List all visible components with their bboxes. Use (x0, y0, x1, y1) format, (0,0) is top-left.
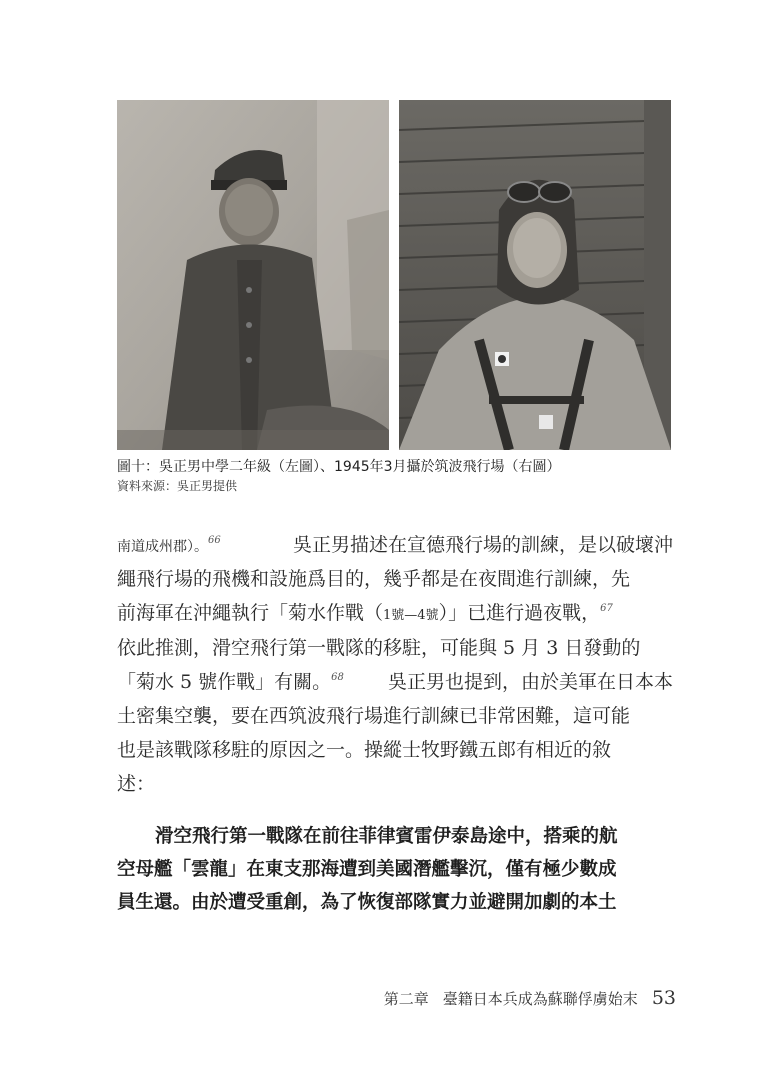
body-line (117, 528, 673, 562)
footer-chapter: 第二章 (383, 990, 429, 1008)
footnote-66[interactable]: 66 (208, 535, 221, 546)
body-paragraph (117, 528, 673, 802)
body-text-segment: 吳正男描述在宣德飛行場的訓練，是以破壞沖 (292, 534, 673, 556)
body-line (117, 733, 673, 767)
body-text-segment: 土密集空襲，要在西筑波飛行場進行訓練已非常困難，這可能 (117, 704, 631, 727)
photo-student-image (117, 100, 389, 450)
body-text-segment: 吳正男也提到，由於美軍在日本本 (387, 670, 673, 693)
footnote-68[interactable]: 68 (331, 671, 344, 683)
quote-line: 空母艦「雲龍」在東支那海遭到美國潛艦擊沉，僅有極少數成 (117, 859, 617, 880)
body-text-segment: 也是該戰隊移駐的原因之一。操縱士牧野鐵五郎有相近的敘 (117, 739, 612, 762)
body-text-segment: 「菊水 5 號作戰」有關。 (117, 670, 332, 693)
figure-source: 資料來源：吳正男提供 (117, 479, 238, 493)
body-line (117, 665, 673, 699)
body-text-segment: ）」已進行過夜戰， (438, 602, 601, 625)
body-line (117, 767, 673, 801)
footer-title: 臺籍日本兵成為蘇聯俘虜始末 (442, 990, 638, 1008)
photo-pilot-image (399, 100, 671, 450)
figure-caption: 圖十：吳正男中學二年級（左圖）、1945年3月攝於筑波飛行場（右圖） (117, 459, 561, 475)
quote-line: 員生還。由於遭受重創，為了恢復部隊實力並避開加劇的本土 (117, 892, 617, 913)
page-footer (384, 987, 676, 1011)
block-quote (117, 820, 673, 919)
body-line (117, 562, 673, 596)
photo-student-uniform (117, 100, 389, 450)
body-text-segment: 述： (117, 773, 156, 796)
body-text-segment: 1號—4號 (383, 608, 439, 624)
body-text-segment: 南道成州郡）。 (117, 539, 208, 555)
quote-line: 滑空飛行第一戰隊在前往菲律賓雷伊泰島途中，搭乘的航 (155, 826, 618, 847)
page-number: 53 (651, 987, 676, 1009)
body-line (117, 596, 673, 630)
body-text-segment: 依此推測，滑空飛行第一戰隊的移駐，可能與 5 月 3 日發動的 (117, 636, 641, 659)
footnote-67[interactable]: 67 (600, 603, 613, 615)
photo-pilot-flight-gear (399, 100, 671, 450)
body-line (117, 631, 673, 665)
body-line (117, 699, 673, 733)
body-text-segment: 前海軍在沖繩執行「菊水作戰（ (117, 602, 384, 625)
body-text-segment: 繩飛行場的飛機和設施爲目的，幾乎都是在夜間進行訓練，先 (117, 568, 631, 591)
